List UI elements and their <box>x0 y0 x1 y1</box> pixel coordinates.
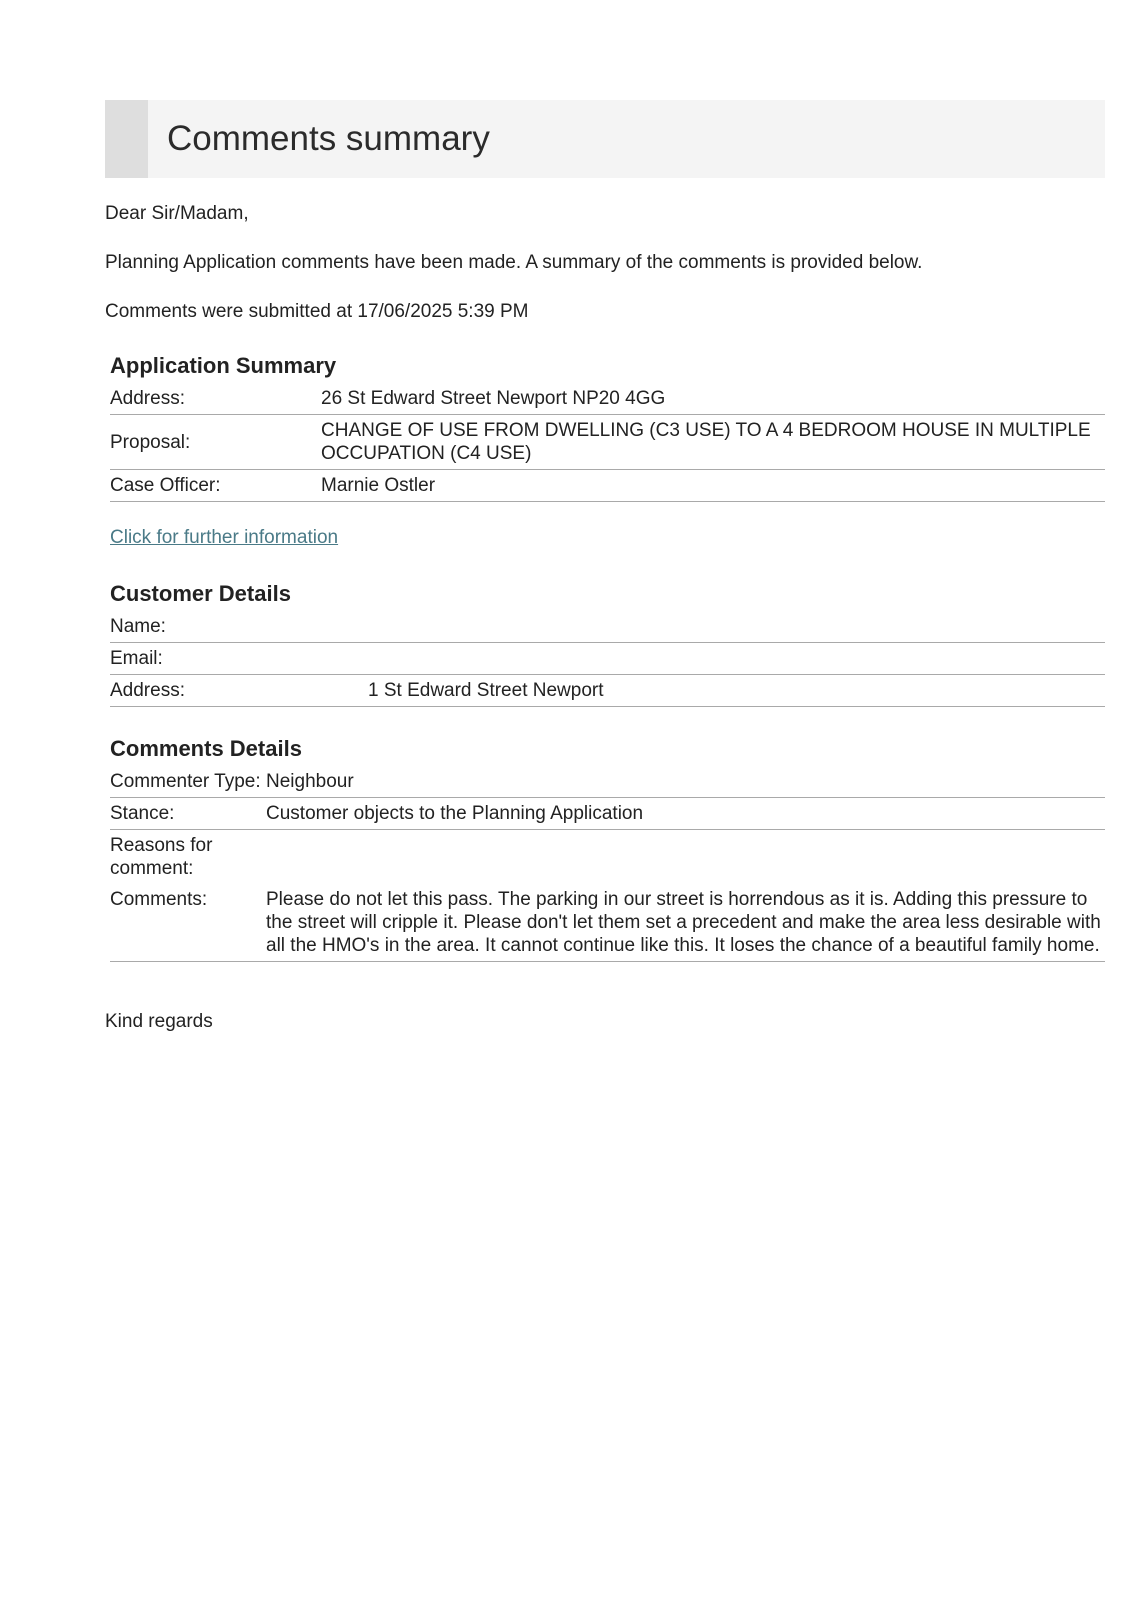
title-accent-bar <box>105 100 148 178</box>
further-info-row <box>105 526 1105 550</box>
row-label: Proposal: <box>110 415 321 470</box>
title-banner <box>105 100 1105 178</box>
row-label: Email: <box>110 643 368 675</box>
application-row-case-officer <box>110 470 1105 502</box>
row-value: Neighbour <box>266 766 1105 798</box>
row-label: Name: <box>110 611 368 643</box>
comments-summary-document <box>105 100 1105 1034</box>
greeting-text: Dear Sir/Madam, <box>105 203 249 224</box>
application-summary-section <box>105 352 1105 502</box>
row-label: Commenter Type: <box>110 766 266 798</box>
customer-details-section <box>105 580 1105 707</box>
row-value: Please do not let this pass. The parking in our street is horrendous as it is. Adding this pressure to the street will cripple it. Please don't let them set a precedent and make the area less desirable with all the HMO's in the area. It cannot continue like this. It loses the chance of a beautiful family home. <box>266 884 1105 962</box>
customer-details-table <box>110 611 1105 707</box>
further-information-link[interactable]: Click for further information <box>110 527 339 548</box>
customer-row-address <box>110 675 1105 707</box>
row-value <box>368 611 1105 643</box>
row-label: Address: <box>110 383 321 415</box>
comments-details-table <box>110 766 1105 962</box>
comments-row-comments <box>110 884 1105 962</box>
application-row-proposal <box>110 415 1105 470</box>
submitted-timestamp: Comments were submitted at 17/06/2025 5:39 PM <box>105 301 529 322</box>
customer-details-heading: Customer Details <box>110 581 291 606</box>
application-summary-table <box>110 383 1105 502</box>
application-summary-heading: Application Summary <box>110 353 337 378</box>
row-value <box>368 643 1105 675</box>
row-value: 26 St Edward Street Newport NP20 4GG <box>321 383 1105 415</box>
comments-row-commenter-type <box>110 766 1105 798</box>
row-label: Case Officer: <box>110 470 321 502</box>
intro-message: Planning Application comments have been made. A summary of the comments is provided below. <box>105 252 923 273</box>
closing-text: Kind regards <box>105 1011 213 1032</box>
row-value: Customer objects to the Planning Application <box>266 798 1105 830</box>
comments-details-section <box>105 735 1105 962</box>
row-label: Stance: <box>110 798 266 830</box>
comments-row-stance <box>110 798 1105 830</box>
row-value: 1 St Edward Street Newport <box>368 675 1105 707</box>
row-value: CHANGE OF USE FROM DWELLING (C3 USE) TO A 4 BEDROOM HOUSE IN MULTIPLE OCCUPATION (C4 USE) <box>321 415 1105 470</box>
row-value: Marnie Ostler <box>321 470 1105 502</box>
comments-details-heading: Comments Details <box>110 736 302 761</box>
page-title: Comments summary <box>167 119 490 158</box>
row-value <box>266 830 1105 885</box>
application-row-address <box>110 383 1105 415</box>
row-label: Reasons for comment: <box>110 835 213 879</box>
row-label: Comments: <box>110 884 266 962</box>
customer-row-name <box>110 611 1105 643</box>
row-label: Address: <box>110 675 368 707</box>
customer-row-email <box>110 643 1105 675</box>
comments-row-reasons <box>110 830 1105 885</box>
